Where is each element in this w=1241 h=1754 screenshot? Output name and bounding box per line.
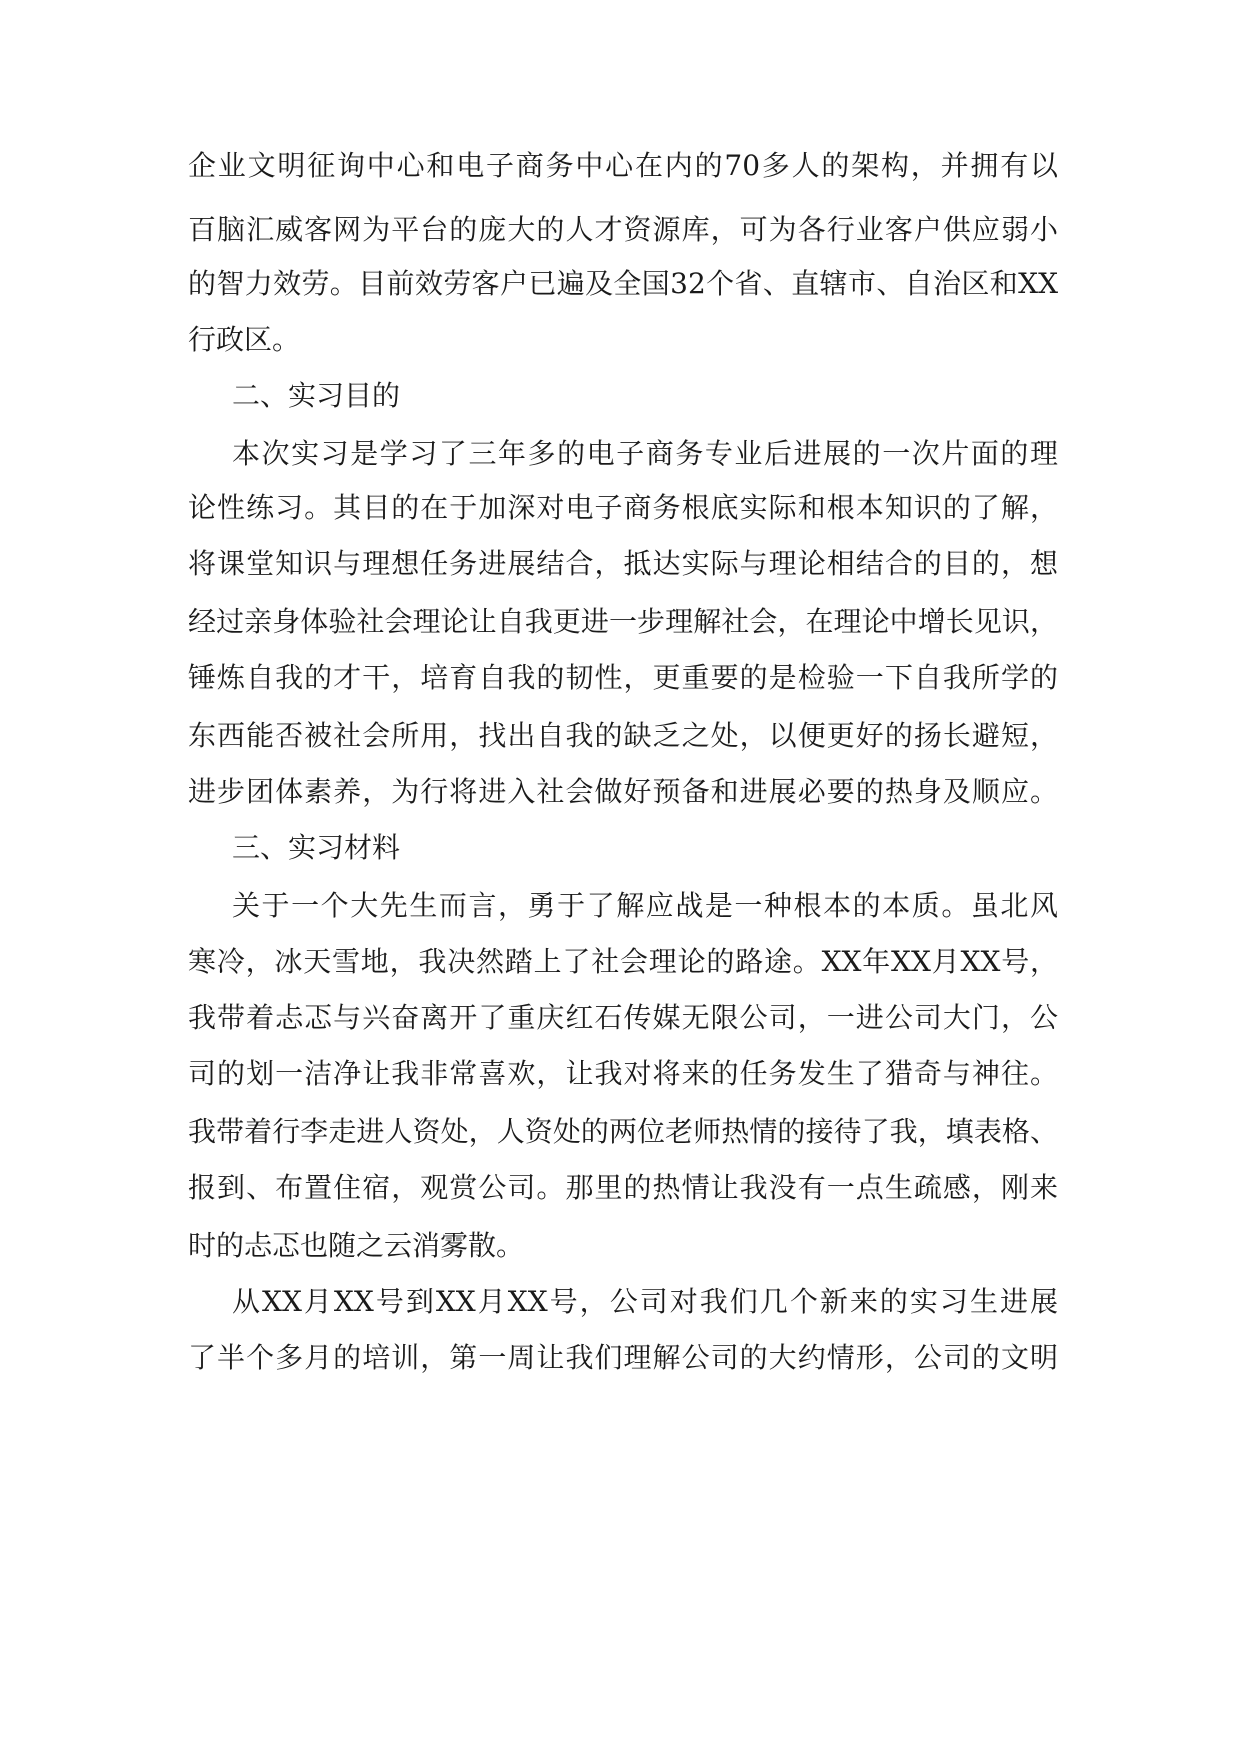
body-line: 了半个多月的培训，第一周让我们理解公司的大约情形，公司的文明 bbox=[188, 1341, 1058, 1374]
body-line: 经过亲身体验社会理论让自我更进一步理解社会，在理论中增长见识， bbox=[188, 605, 1058, 638]
body-line: 行政区。 bbox=[188, 323, 301, 356]
body-line: 东西能否被社会所用，找出自我的缺乏之处，以便更好的扬长避短， bbox=[188, 719, 1058, 752]
body-line: 时的忐忑也随之云消雾散。 bbox=[188, 1229, 525, 1262]
body-line: 论性练习。其目的在于加深对电子商务根底实际和根本知识的了解， bbox=[188, 491, 1058, 524]
body-line: 进步团体素养，为行将进入社会做好预备和进展必要的热身及顺应。 bbox=[188, 775, 1058, 808]
body-line: 我带着行李走进人资处，人资处的两位老师热情的接待了我，填表格、 bbox=[188, 1115, 1058, 1148]
body-line: 企业文明征询中心和电子商务中心在内的70多人的架构，并拥有以 bbox=[188, 149, 1058, 182]
body-line: 我带着忐忑与兴奋离开了重庆红石传媒无限公司，一进公司大门，公 bbox=[188, 1001, 1058, 1034]
body-line: 关于一个大先生而言，勇于了解应战是一种根本的本质。虽北风 bbox=[232, 889, 1058, 922]
section-heading: 三、实习材料 bbox=[232, 831, 401, 864]
body-line: 寒冷，冰天雪地，我决然踏上了社会理论的路途。XX年XX月XX号， bbox=[188, 945, 1058, 978]
section-heading: 二、实习目的 bbox=[232, 379, 401, 412]
body-line: 司的划一洁净让我非常喜欢，让我对将来的任务发生了猎奇与神往。 bbox=[188, 1057, 1058, 1090]
body-line: 百脑汇威客网为平台的庞大的人才资源库，可为各行业客户供应弱小 bbox=[188, 213, 1058, 246]
body-line: 本次实习是学习了三年多的电子商务专业后进展的一次片面的理 bbox=[232, 437, 1058, 470]
body-line: 从XX月XX号到XX月XX号，公司对我们几个新来的实习生进展 bbox=[232, 1285, 1058, 1318]
body-line: 报到、布置住宿，观赏公司。那里的热情让我没有一点生疏感，刚来 bbox=[188, 1171, 1058, 1204]
body-line: 的智力效劳。目前效劳客户已遍及全国32个省、直辖市、自治区和XX bbox=[188, 267, 1058, 300]
body-line: 锤炼自我的才干，培育自我的韧性，更重要的是检验一下自我所学的 bbox=[188, 661, 1058, 694]
body-line: 将课堂知识与理想任务进展结合，抵达实际与理论相结合的目的，想 bbox=[188, 547, 1058, 580]
